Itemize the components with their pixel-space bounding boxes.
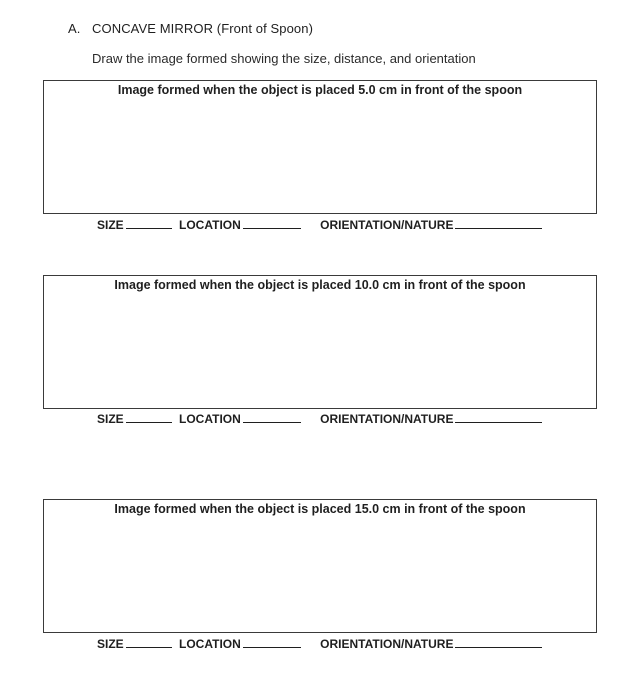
section-letter: A. bbox=[68, 21, 81, 36]
orientation-blank[interactable] bbox=[455, 217, 542, 229]
answer-row-2 bbox=[97, 411, 542, 426]
location-label: LOCATION bbox=[179, 637, 241, 651]
size-label: SIZE bbox=[97, 218, 124, 232]
size-blank[interactable] bbox=[126, 411, 172, 423]
drawing-box-1[interactable] bbox=[43, 80, 597, 214]
drawing-box-title: Image formed when the object is placed 15.0 cm in front of the spoon bbox=[114, 502, 526, 516]
size-label: SIZE bbox=[97, 637, 124, 651]
location-label: LOCATION bbox=[179, 218, 241, 232]
size-blank[interactable] bbox=[126, 217, 172, 229]
location-blank[interactable] bbox=[243, 636, 301, 648]
answer-row-1 bbox=[97, 217, 542, 232]
orientation-blank[interactable] bbox=[455, 411, 542, 423]
size-label: SIZE bbox=[97, 412, 124, 426]
orientation-label: ORIENTATION/NATURE bbox=[320, 412, 454, 426]
drawing-box-3[interactable] bbox=[43, 499, 597, 633]
drawing-box-title: Image formed when the object is placed 10.0 cm in front of the spoon bbox=[114, 278, 526, 292]
location-blank[interactable] bbox=[243, 217, 301, 229]
drawing-box-title: Image formed when the object is placed 5.0 cm in front of the spoon bbox=[117, 83, 523, 97]
location-blank[interactable] bbox=[243, 411, 301, 423]
orientation-label: ORIENTATION/NATURE bbox=[320, 218, 454, 232]
instruction-text: Draw the image formed showing the size, distance, and orientation bbox=[92, 51, 476, 66]
orientation-label: ORIENTATION/NATURE bbox=[320, 637, 454, 651]
orientation-blank[interactable] bbox=[455, 636, 542, 648]
size-blank[interactable] bbox=[126, 636, 172, 648]
answer-row-3 bbox=[97, 636, 542, 651]
section-title: CONCAVE MIRROR (Front of Spoon) bbox=[92, 21, 314, 36]
drawing-box-2[interactable] bbox=[43, 275, 597, 409]
location-label: LOCATION bbox=[179, 412, 241, 426]
section-heading bbox=[68, 21, 313, 36]
